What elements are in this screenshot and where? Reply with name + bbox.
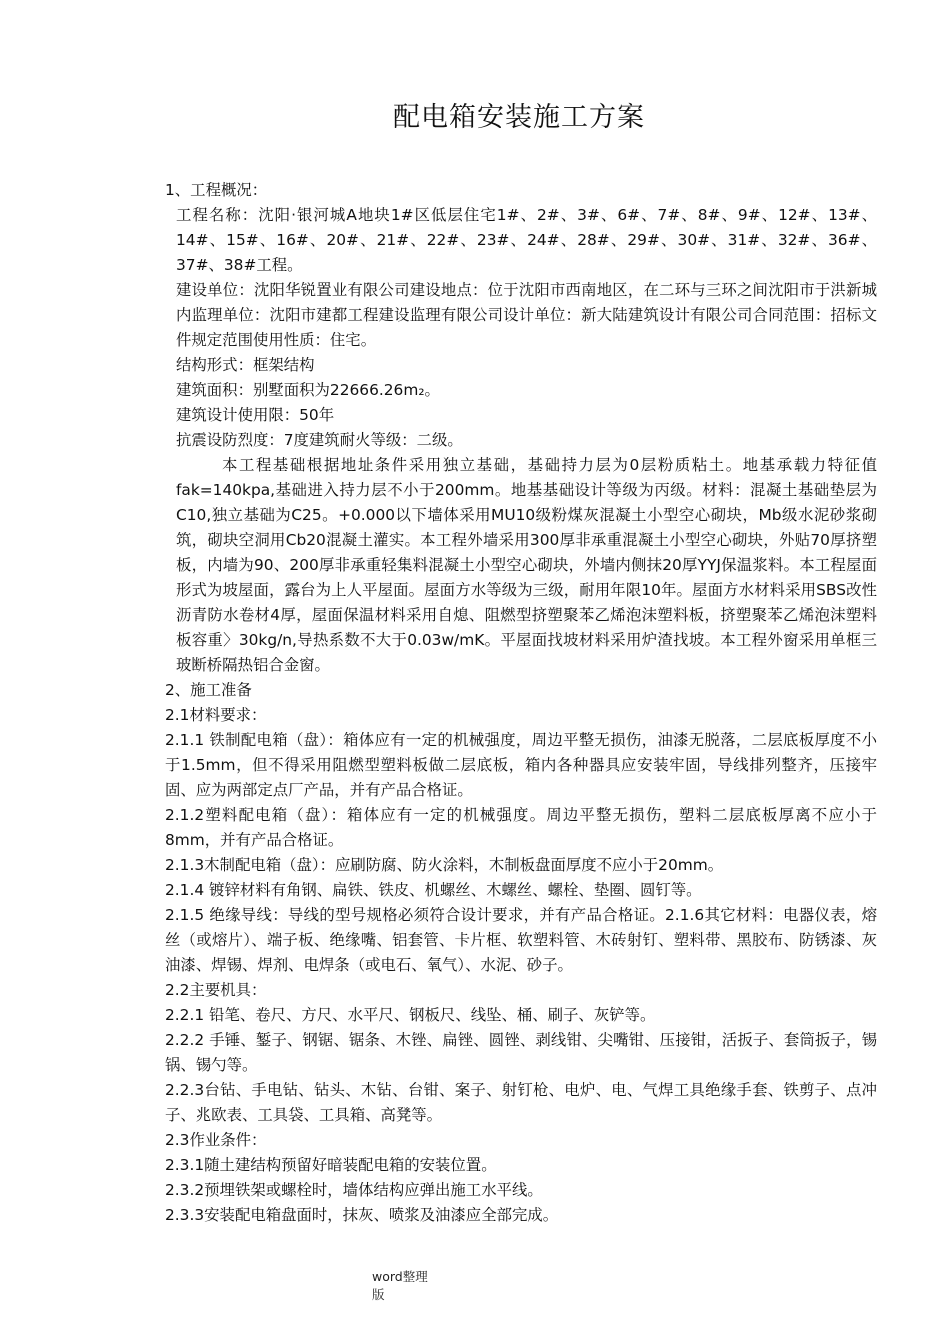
- material-item: 2.1.4 镀锌材料有角钢、扁铁、铁皮、机螺丝、木螺丝、螺栓、垫圈、圆钉等。: [165, 881, 702, 899]
- tool-item: 2.2.2 手锤、錾子、钢锯、锯条、木锉、扁锉、圆锉、剥线钳、尖嘴钳、压接钳，活扳子、套筒扳子，锡锅、锡勺等。: [165, 1031, 877, 1074]
- tool-item: 2.2.1 铅笔、卷尺、方尺、水平尺、钢板尺、线坠、桶、刷子、灰铲等。: [165, 1006, 656, 1024]
- document-body: [165, 178, 877, 1228]
- project-name: 工程名称：沈阳·银河城A地块1#区低层住宅1#、2#、3#、6#、7#、8#、9#、12#、13#、14#、15#、16#、20#、21#、22#、23#、24#、28#、29#、30#、31#、32#、36#、37#、38#工程。: [176, 206, 877, 274]
- building-area: 建筑面积：别墅面积为22666.26m₂。: [176, 381, 440, 399]
- subsection-heading: 2.1材料要求：: [165, 706, 267, 724]
- seismic-grade: 抗震设防烈度：7度建筑耐火等级：二级。: [176, 431, 463, 449]
- subsection-heading: 2.3作业条件：: [165, 1131, 267, 1149]
- footer-line: word整理: [372, 1269, 428, 1284]
- section-heading: 1、工程概况：: [165, 181, 268, 199]
- material-item: 2.1.2塑料配电箱（盘）：箱体应有一定的机械强度。周边平整无损伤，塑料二层底板厚离不应小于8mm，并有产品合格证。: [165, 806, 877, 849]
- document-title: 配电箱安装施工方案: [393, 102, 645, 133]
- foundation-description: 本工程基础根据地址条件采用独立基础，基础持力层为0层粉质粘土。地基承载力特征值fak=140kpa,基础进入持力层不小于200mm。地基基础设计等级为丙级。材料：混凝土基础垫层为C10,独立基础为C25。+0.000以下墙体采用MU10级粉煤灰混凝土小型空心砌块，Mb级水泥砂浆砌筑，砌块空洞用Cb20混凝土灌实。本工程外墙采用300厚非承重混凝土小型空心砌块，外贴70厚挤塑板，内墙为90、200厚非承重轻集料混凝土小型空心砌块，外墙内侧抹20厚YYJ保温浆料。本工程屋面形式为坡屋面，露台为上人平屋面。屋面方水等级为三级，耐用年限10年。屋面方水材料采用SBS改性沥青防水卷材4厚，屋面保温材料采用自熄、阻燃型挤塑聚苯乙烯泡沫塑料板，挤塑聚苯乙烯泡沫塑料板容重〉30kg/n,导热系数不大于0.03w/mK。平屋面找坡材料采用炉渣找坡。本工程外窗采用单框三玻断桥隔热铝合金窗。: [176, 456, 877, 674]
- condition-item: 2.3.3安装配电箱盘面时，抹灰、喷浆及油漆应全部完成。: [165, 1206, 559, 1224]
- structure-form: 结构形式：框架结构: [176, 356, 315, 374]
- section-heading: 2、施工准备: [165, 681, 252, 699]
- design-life: 建筑设计使用限：50年: [176, 406, 335, 424]
- footer-line: 版: [372, 1287, 385, 1302]
- material-item: 2.1.3木制配电箱（盘）：应刷防腐、防火涂料，木制板盘面厚度不应小于20mm。: [165, 856, 724, 874]
- material-item: 2.1.5 绝缘导线：导线的型号规格必须符合设计要求，并有产品合格证。2.1.6其它材料：电器仪表，熔丝（或熔片）、端子板、绝缘嘴、铝套管、卡片框、软塑料管、木砖射钉、塑料带、黑胶布、防锈漆、灰油漆、焊锡、焊剂、电焊条（或电石、氧气）、水泥、砂子。: [165, 906, 877, 974]
- subsection-heading: 2.2主要机具：: [165, 981, 267, 999]
- condition-item: 2.3.1随土建结构预留好暗装配电箱的安装位置。: [165, 1156, 497, 1174]
- condition-item: 2.3.2预埋铁架或螺栓时，墙体结构应弹出施工水平线。: [165, 1181, 543, 1199]
- project-parties: 建设单位：沈阳华锐置业有限公司建设地点：位于沈阳市西南地区，在二环与三环之间沈阳市于洪新城内监理单位：沈阳市建都工程建设监理有限公司设计单位：新大陆建筑设计有限公司合同范围：招标文件规定范围使用性质：住宅。: [176, 281, 877, 349]
- material-item: 2.1.1 铁制配电箱（盘）：箱体应有一定的机械强度，周边平整无损伤，油漆无脱落，二层底板厚度不小于1.5mm，但不得采用阻燃型塑料板做二层底板，箱内各种器具应安装牢固，导线排列整齐，压接牢固、应为两部定点厂产品，并有产品合格证。: [165, 731, 877, 799]
- page-footer: [372, 1268, 442, 1304]
- tool-item: 2.2.3台钻、手电钻、钻头、木钻、台钳、案子、射钉枪、电炉、电、气焊工具绝缘手套、铁剪子、点冲子、兆欧表、工具袋、工具箱、高凳等。: [165, 1081, 877, 1124]
